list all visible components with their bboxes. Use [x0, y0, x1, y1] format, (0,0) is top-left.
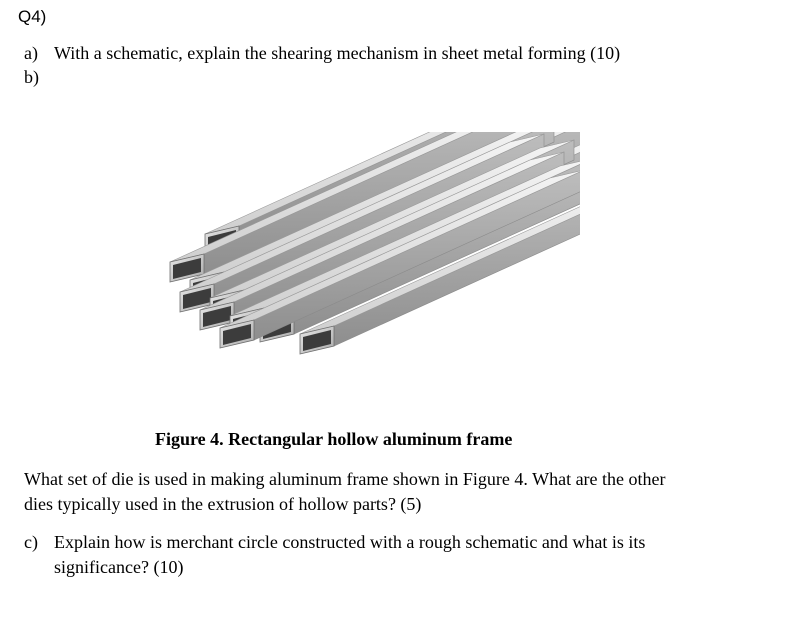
- part-b-text-line-2: dies typically used in the extrusion of hollow parts? (5): [24, 494, 422, 514]
- figure-caption: Figure 4. Rectangular hollow aluminum frame: [155, 429, 513, 449]
- question-number: Q4): [18, 7, 47, 26]
- aluminum-frame-figure: [150, 132, 580, 382]
- part-a-marker: a): [24, 43, 38, 63]
- part-c-text-line-2: significance? (10): [54, 557, 184, 577]
- part-b-text-line-1: What set of die is used in making aluminum frame shown in Figure 4. What are the other: [24, 469, 666, 489]
- aluminum-tubes-image: [150, 132, 580, 382]
- part-c-marker: c): [24, 532, 38, 552]
- part-c-text-line-1: Explain how is merchant circle constructed with a rough schematic and what is its: [54, 532, 646, 552]
- part-b-marker: b): [24, 67, 39, 87]
- part-a-text: With a schematic, explain the shearing mechanism in sheet metal forming (10): [54, 43, 621, 63]
